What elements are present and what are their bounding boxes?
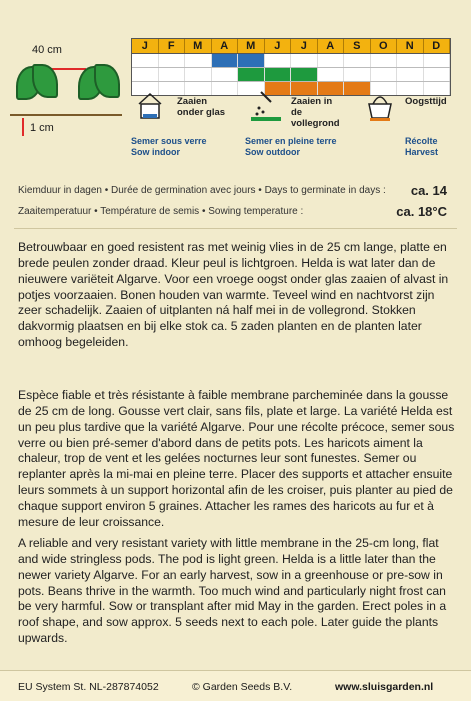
germination-value: ca. 14 xyxy=(410,183,447,198)
month-label: O xyxy=(371,39,398,53)
calendar-months xyxy=(132,39,450,54)
sow-outdoor-icon xyxy=(249,88,283,122)
spacing-distance-label: 40 cm xyxy=(32,44,62,56)
depth-arrow-icon xyxy=(22,118,24,136)
month-label: A xyxy=(318,39,345,53)
month-label: N xyxy=(397,39,424,53)
footer xyxy=(0,670,471,701)
top-panel xyxy=(0,0,471,178)
footer-copyright: © Garden Seeds B.V. xyxy=(192,681,293,693)
legend-sublabel: Harvest xyxy=(405,146,439,157)
legend-icons xyxy=(131,88,449,157)
legend-sublabel: Semer en pleine terre xyxy=(245,136,337,146)
month-label: J xyxy=(265,39,292,53)
legend-sow-outdoor xyxy=(245,88,345,157)
sow-indoor-icon xyxy=(135,88,169,122)
spacing-depth-label: 1 cm xyxy=(30,122,54,134)
footer-website: www.sluisgarden.nl xyxy=(335,681,434,693)
legend-sublabel: Sow outdoor xyxy=(245,146,300,157)
temperature-value: ca. 18°C xyxy=(396,204,447,219)
legend-sublabel: Sow indoor xyxy=(131,146,180,157)
legend-label: de vollegrond xyxy=(291,107,340,129)
month-label: J xyxy=(291,39,318,53)
description-dutch: Betrouwbaar en goed resistent ras met weinig vlies in de 25 cm lange, platte en brede peulen zonder draad. Kleur peul is lichtgroen. Helda is wat later dan de nieuwere variëteit Algarve. Voor een vroege oogst onder glas zaaien of alvast in potjes voorzaaien. Bonen houden van warmte. Teveel wind en nachtvorst zijn zeer schadelijk. Zaaien of uitplanten ná half mei in de vollegrond. Stokken dakvormig plaatsen en bij elke stok ca. 5 zaden planten en de planten later omhoog begeleiden. xyxy=(18,240,449,349)
divider xyxy=(14,228,457,229)
description-english: A reliable and very resistant variety with little membrane in the 25-cm long, flat and wide stringless pods. The pod is light green. Helda is a little later than the newer variety Algarve. For an early harvest, sow in a greenhouse or pre-sow in pots. Beans thrive in the warmth. Too much wind and particularly night frost can be very harmful. Sow or transplant after mid May in the garden. Erect poles in a roof shape, and sow approx. 5 seeds next to each pole. Later guide the plants upwards. xyxy=(18,536,447,645)
month-label: M xyxy=(185,39,212,53)
plant-left-icon xyxy=(16,60,56,96)
month-label: M xyxy=(238,39,265,53)
legend-sublabel: Semer sous verre xyxy=(131,136,207,146)
basket-icon xyxy=(363,88,397,122)
legend-label: Zaaien xyxy=(177,96,208,107)
spacing-illustration xyxy=(10,40,122,160)
calendar-row-sow-outdoor xyxy=(132,68,450,82)
description-french: Espèce fiable et très résistante à faible membrane parcheminée dans la gousse de 25 cm de long. Gousse vert clair, sans fils, plate et large. La variété Helda est un peu plus tardive que la variété Algarve. Pour une récolte précoce, semer sous verre ou bien pré-semer d'abord dans de petits pots. Les haricots aiment la chaleur, trop de vent et les gelées nocturnes leur sont funestes. Semer ou replanter après la mi-mai en pleine terre. Placer des supports et attacher ensuite leurs sommets à un support horizontal afin de les croiser, puis planter au pied de chaque support environ 5 graines. Attacher les rames des haricots au fur et à mesure de leur croissance. xyxy=(18,388,455,529)
month-label: A xyxy=(212,39,239,53)
calendar-row-sow-indoor xyxy=(132,54,450,68)
month-label: D xyxy=(424,39,451,53)
legend-sow-indoor xyxy=(131,88,231,157)
legend-label: Zaaien in xyxy=(291,96,333,107)
month-label: F xyxy=(159,39,186,53)
legend-sublabel: Récolte xyxy=(405,136,438,146)
legend-label: onder glas xyxy=(177,107,226,118)
germination-label: Kiemduur in dagen • Durée de germination avec jours • Days to germinate in days : xyxy=(18,185,386,196)
footer-registration: EU System St. NL-287874052 xyxy=(18,681,159,693)
month-label: J xyxy=(132,39,159,53)
soil-line xyxy=(10,114,122,116)
temperature-label: Zaaitemperatuur • Température de semis • Sowing temperature : xyxy=(18,206,304,217)
month-label: S xyxy=(344,39,371,53)
plant-right-icon xyxy=(78,60,118,96)
legend-harvest xyxy=(359,88,449,157)
legend-label: Oogsttijd xyxy=(405,96,447,107)
